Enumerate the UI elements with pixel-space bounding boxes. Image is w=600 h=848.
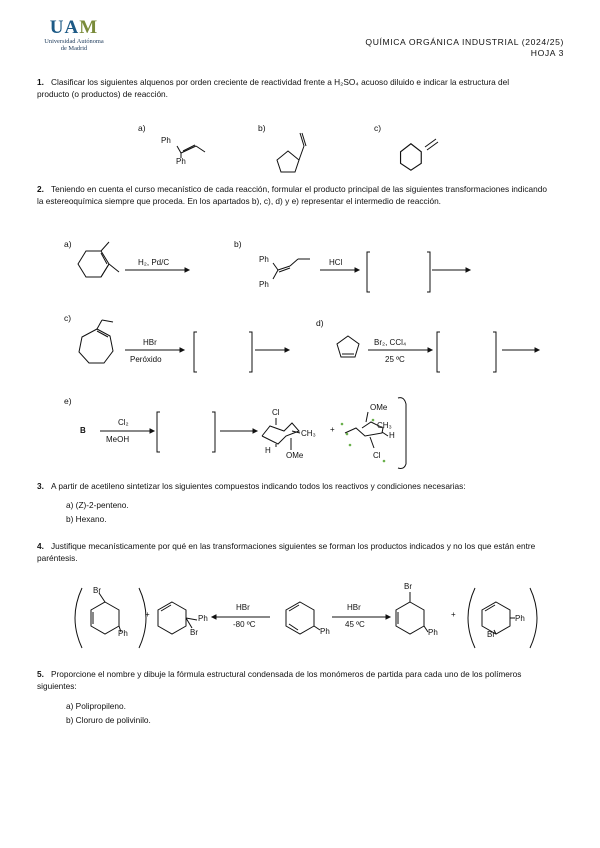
q2-b-arrowhead-2 — [466, 268, 470, 272]
q1-label-c: c) — [374, 123, 382, 133]
q2-label-a: a) — [64, 239, 72, 249]
q2-a-arrowhead — [185, 268, 189, 272]
q2-d-bracket-left — [437, 332, 440, 372]
q2-d-reactant — [337, 336, 359, 357]
q4-prod-left-br: Br — [190, 628, 198, 637]
q2-e-p1-ch3: CH₃ — [301, 429, 316, 438]
q4-start-ph: Ph — [320, 627, 330, 636]
q5-item-a: a) Polipropileno. — [66, 701, 126, 711]
q2-b-arrowhead — [355, 268, 359, 272]
q4-paren-left-2 — [468, 588, 475, 648]
q2-e-p1-ome: OMe — [286, 451, 304, 460]
q2-e-reagent-top: Cl₂ — [118, 418, 129, 427]
q2-e-plus: + — [330, 425, 335, 434]
q4-starting-diene — [286, 602, 320, 634]
q2-d-arrowhead-2 — [535, 348, 539, 352]
q3-item-b: b) Hexano. — [66, 514, 107, 524]
q2-b-ph-bottom: Ph — [259, 280, 269, 289]
q4-plus-left: + — [145, 610, 150, 619]
q3-item-a: a) (Z)-2-penteno. — [66, 500, 129, 510]
q4-right-reagent-top: HBr — [347, 603, 361, 612]
q2-c-bracket-right — [249, 332, 252, 372]
question-text: Clasificar los siguientes alquenos por orden creciente de reactividad frente a H₂SO₄ acuoso diluido e indicar la estructura del producto (o productos) de reacción. — [37, 77, 510, 100]
q4-excl-left-br: Br — [93, 586, 101, 595]
q2-e-p2-cl: Cl — [373, 451, 381, 460]
q2-label-b: b) — [234, 239, 242, 249]
q4-right-arrowhead — [386, 615, 390, 619]
q2-b-reactant — [273, 259, 310, 279]
q2-e-bracket-right — [212, 412, 215, 452]
q4-prod-right-br: Br — [404, 582, 412, 591]
logo-university-line2: de Madrid — [60, 45, 88, 52]
q2-c-reagent-top: HBr — [143, 338, 157, 347]
question-number: 4. — [37, 541, 44, 551]
q2-label-e: e) — [64, 396, 72, 406]
q4-left-reagent-bottom: -80 ºC — [233, 620, 256, 629]
logo-university-line1: Universidad Autónoma — [44, 38, 104, 45]
q4-paren-right-2 — [530, 588, 537, 648]
q1-structure-b — [277, 133, 306, 172]
q2-e-product-2-chair — [345, 412, 388, 448]
q2-d-bracket-right — [493, 332, 496, 372]
q2-c-arrowhead — [180, 348, 184, 352]
q2-e-arrowhead-2 — [253, 429, 257, 433]
q2-c-reagent-bottom: Peróxido — [130, 355, 162, 364]
sheet-number: HOJA 3 — [530, 48, 564, 58]
q2-e-bracket-left — [157, 412, 160, 452]
q2-e-p1-cl: Cl — [272, 408, 280, 417]
q4-prod-right-ph: Ph — [428, 628, 438, 637]
q2-e-arrowhead — [150, 429, 154, 433]
q2-c-arrowhead-2 — [285, 348, 289, 352]
q1-a-ph-top: Ph — [161, 136, 171, 145]
q2-d-reagent-top: Br₂, CCl₄ — [374, 338, 407, 347]
q2-label-d: d) — [316, 318, 324, 328]
q1-label-a: a) — [138, 123, 146, 133]
question-number: 5. — [37, 669, 44, 679]
question-text: A partir de acetileno sintetizar los siguientes compuestos indicando todos los reactivos y condiciones necesarias: — [51, 481, 466, 491]
q5-item-b: b) Cloruro de polivinilo. — [66, 715, 151, 725]
question-number: 2. — [37, 184, 44, 194]
question-text: Proporcione el nombre y dibuje la fórmula estructural condensada de los monómeros de partida para cada uno de los polímeros siguientes: — [37, 669, 522, 692]
q4-plus-right: + — [451, 610, 456, 619]
q4-product-right — [396, 592, 428, 634]
q2-e-p2-h: H — [389, 431, 395, 440]
q4-excluded-left — [91, 593, 121, 634]
q2-e-p1-h: H — [265, 446, 271, 455]
q2-label-c: c) — [64, 313, 72, 323]
q1-a-ph-bottom: Ph — [176, 157, 186, 166]
q2-b-ph-top: Ph — [259, 255, 269, 264]
q4-left-arrowhead — [212, 615, 216, 619]
logo-mark: UAM — [49, 17, 99, 38]
q2-e-p2-ch3: CH₃ — [377, 421, 392, 430]
q4-paren-left — [75, 588, 82, 648]
question-number: 3. — [37, 481, 44, 491]
q4-excl-right-ph: Ph — [515, 614, 525, 623]
q2-c-bracket-left — [194, 332, 197, 372]
q2-e-p2-ome: OMe — [370, 403, 388, 412]
question-text: Teniendo en cuenta el curso mecanístico de cada reacción, formular el producto principal de las siguientes transformaciones indicando la estereoquímica siempre que proceda. En los apartados b), c), d) y e) representar el intermedio de reacción. — [37, 184, 547, 207]
question-text: Justifique mecanísticamente por qué en las transformaciones siguientes se forman los productos indicados y no los que están entre paréntesis. — [37, 541, 536, 564]
q1-structure-c — [401, 139, 438, 170]
q2-e-reagent-bottom: MeOH — [106, 435, 130, 444]
q4-prod-left-ph: Ph — [198, 614, 208, 623]
q4-left-reagent-top: HBr — [236, 603, 250, 612]
q2-e-start: B — [80, 426, 86, 435]
q2-e-bracket-curly — [398, 398, 406, 469]
question-number: 1. — [37, 77, 44, 87]
q2-a-reactant — [78, 242, 119, 277]
q1-label-b: b) — [258, 123, 266, 133]
q2-b-bracket-right — [427, 252, 430, 292]
q4-excl-left-ph: Ph — [118, 629, 128, 638]
q2-d-arrowhead — [428, 348, 432, 352]
course-title: QUÍMICA ORGÁNICA INDUSTRIAL (2024/25) — [365, 37, 564, 47]
q4-right-reagent-bottom: 45 ºC — [345, 620, 365, 629]
q2-d-reagent-bottom: 25 ºC — [385, 355, 405, 364]
q4-excl-right-br: Br — [487, 630, 495, 639]
q2-c-reactant — [79, 320, 113, 363]
q2-b-reagent: HCl — [329, 258, 343, 267]
q2-a-reagent: H₂, Pd/C — [138, 258, 170, 267]
q2-b-bracket-left — [367, 252, 370, 292]
